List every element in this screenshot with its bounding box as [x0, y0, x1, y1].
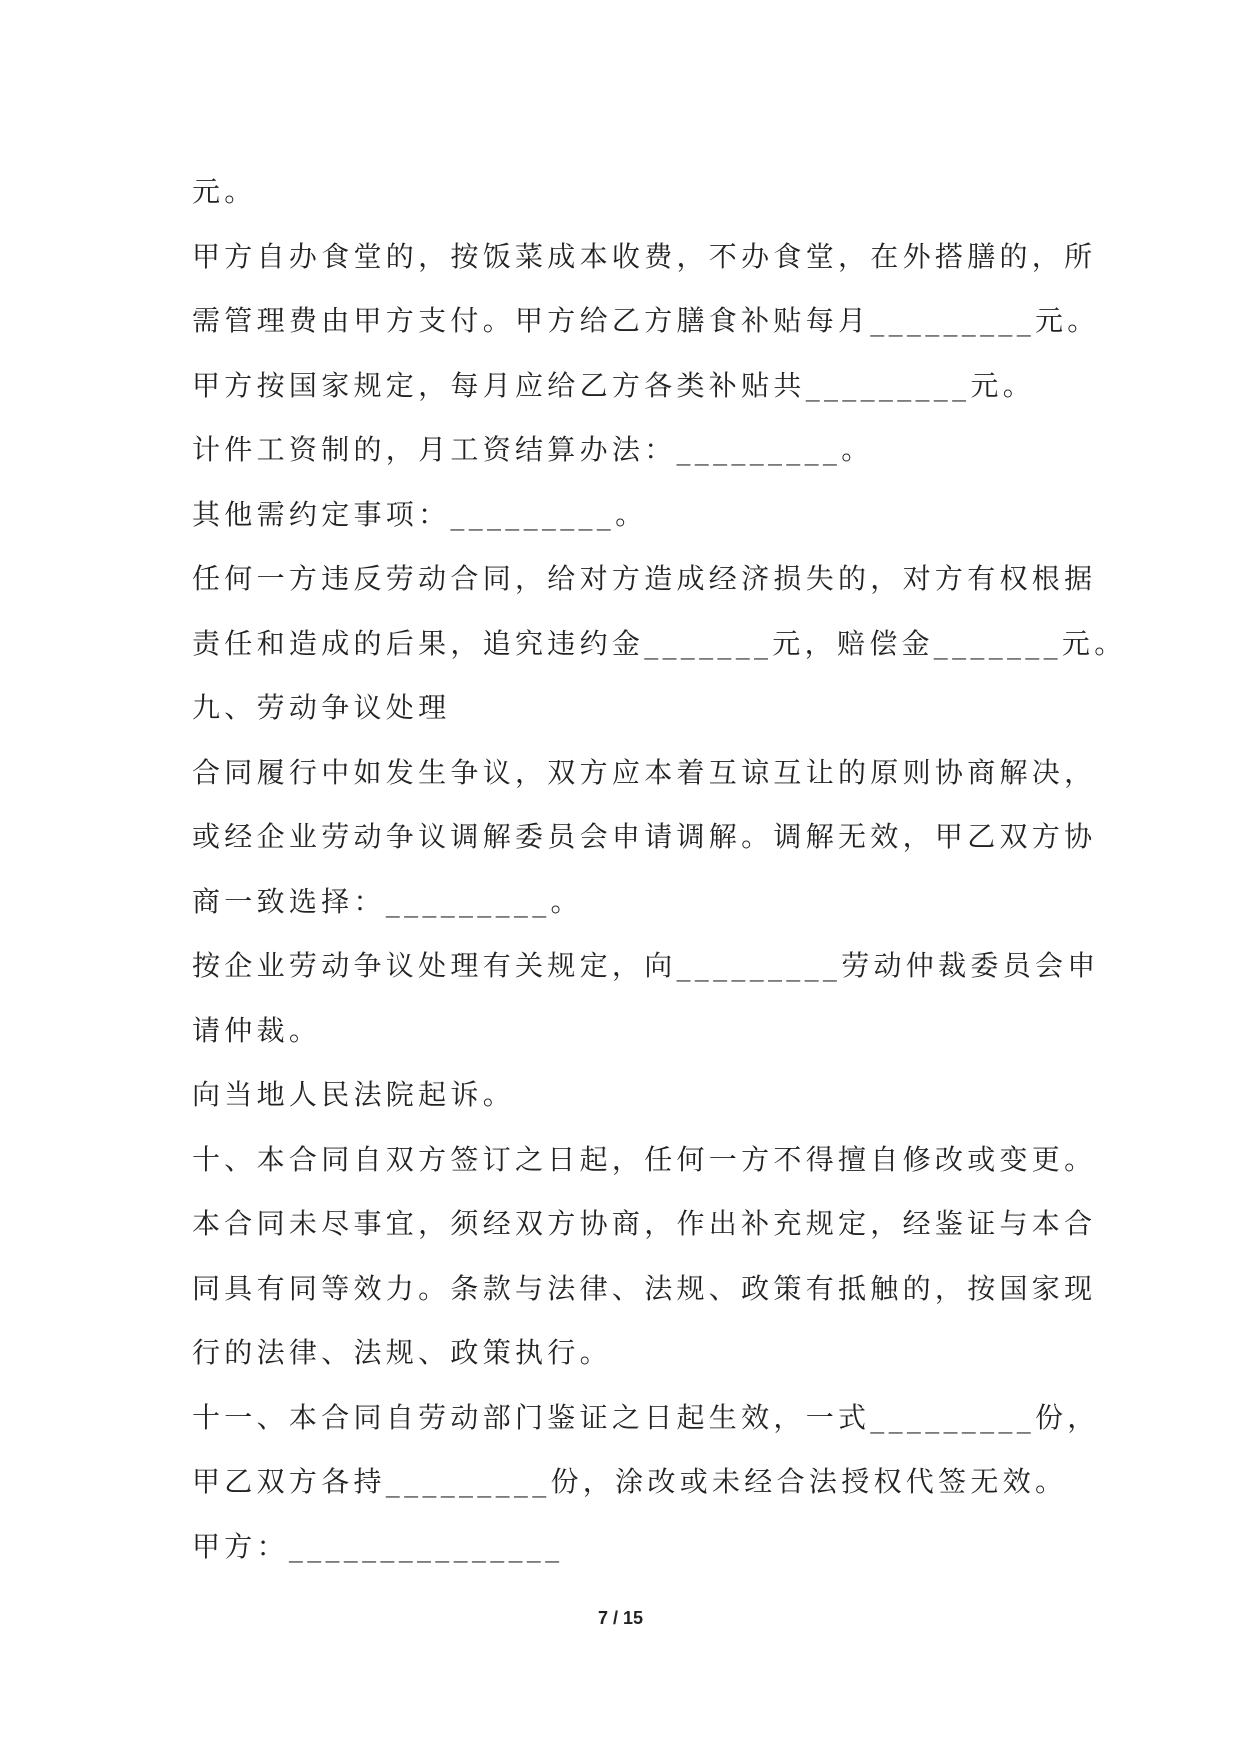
text-line: 合同履行中如发生争议，双方应本着互谅互让的原则协商解决， — [192, 755, 1097, 789]
text-line: 请仲裁。 — [192, 1013, 322, 1047]
text-line: 责任和造成的后果，追究违约金_______元，赔偿金_______元。 — [192, 626, 1127, 660]
text-line: 商一致选择：_________。 — [192, 884, 583, 918]
text-line: 向当地人民法院起诉。 — [192, 1078, 516, 1111]
text-line: 任何一方违反劳动合同，给对方造成经济损失的，对方有权根据 — [192, 562, 1097, 595]
text-line: 其他需约定事项：_________。 — [192, 497, 648, 531]
text-line: 元。 — [192, 175, 257, 208]
page-number: 7 / 15 — [597, 1608, 644, 1628]
text-line: 本合同未尽事宜，须经双方协商，作出补充规定，经鉴证与本合 — [192, 1207, 1097, 1240]
text-line: 按企业劳动争议处理有关规定，向_________劳动仲裁委员会申 — [192, 949, 1100, 982]
text-line: 同具有同等效力。条款与法律、法规、政策有抵触的，按国家现 — [192, 1271, 1097, 1305]
document-body — [192, 160, 1127, 1579]
signature-line: 甲方：_______________ — [192, 1529, 564, 1563]
text-line: 需管理费由甲方支付。甲方给乙方膳食补贴每月_________元。 — [192, 304, 1100, 337]
section-heading: 九、劳动争议处理 — [192, 691, 451, 724]
text-line: 甲乙双方各持_________份，涂改或未经合法授权代签无效。 — [192, 1465, 1068, 1498]
text-line: 甲方自办食堂的，按饭菜成本收费，不办食堂，在外搭膳的，所 — [192, 239, 1097, 273]
text-line: 甲方按国家规定，每月应给乙方各类补贴共_________元。 — [192, 368, 1036, 402]
section-heading: 十、本合同自双方签订之日起，任何一方不得擅自修改或变更。 — [192, 1142, 1097, 1176]
text-line: 或经企业劳动争议调解委员会申请调解。调解无效，甲乙双方协 — [192, 820, 1097, 853]
text-line: 行的法律、法规、政策执行。 — [192, 1336, 612, 1369]
text-line: 计件工资制的，月工资结算办法：_________。 — [192, 433, 874, 466]
section-heading: 十一、本合同自劳动部门鉴证之日起生效，一式_________份， — [192, 1400, 1100, 1434]
